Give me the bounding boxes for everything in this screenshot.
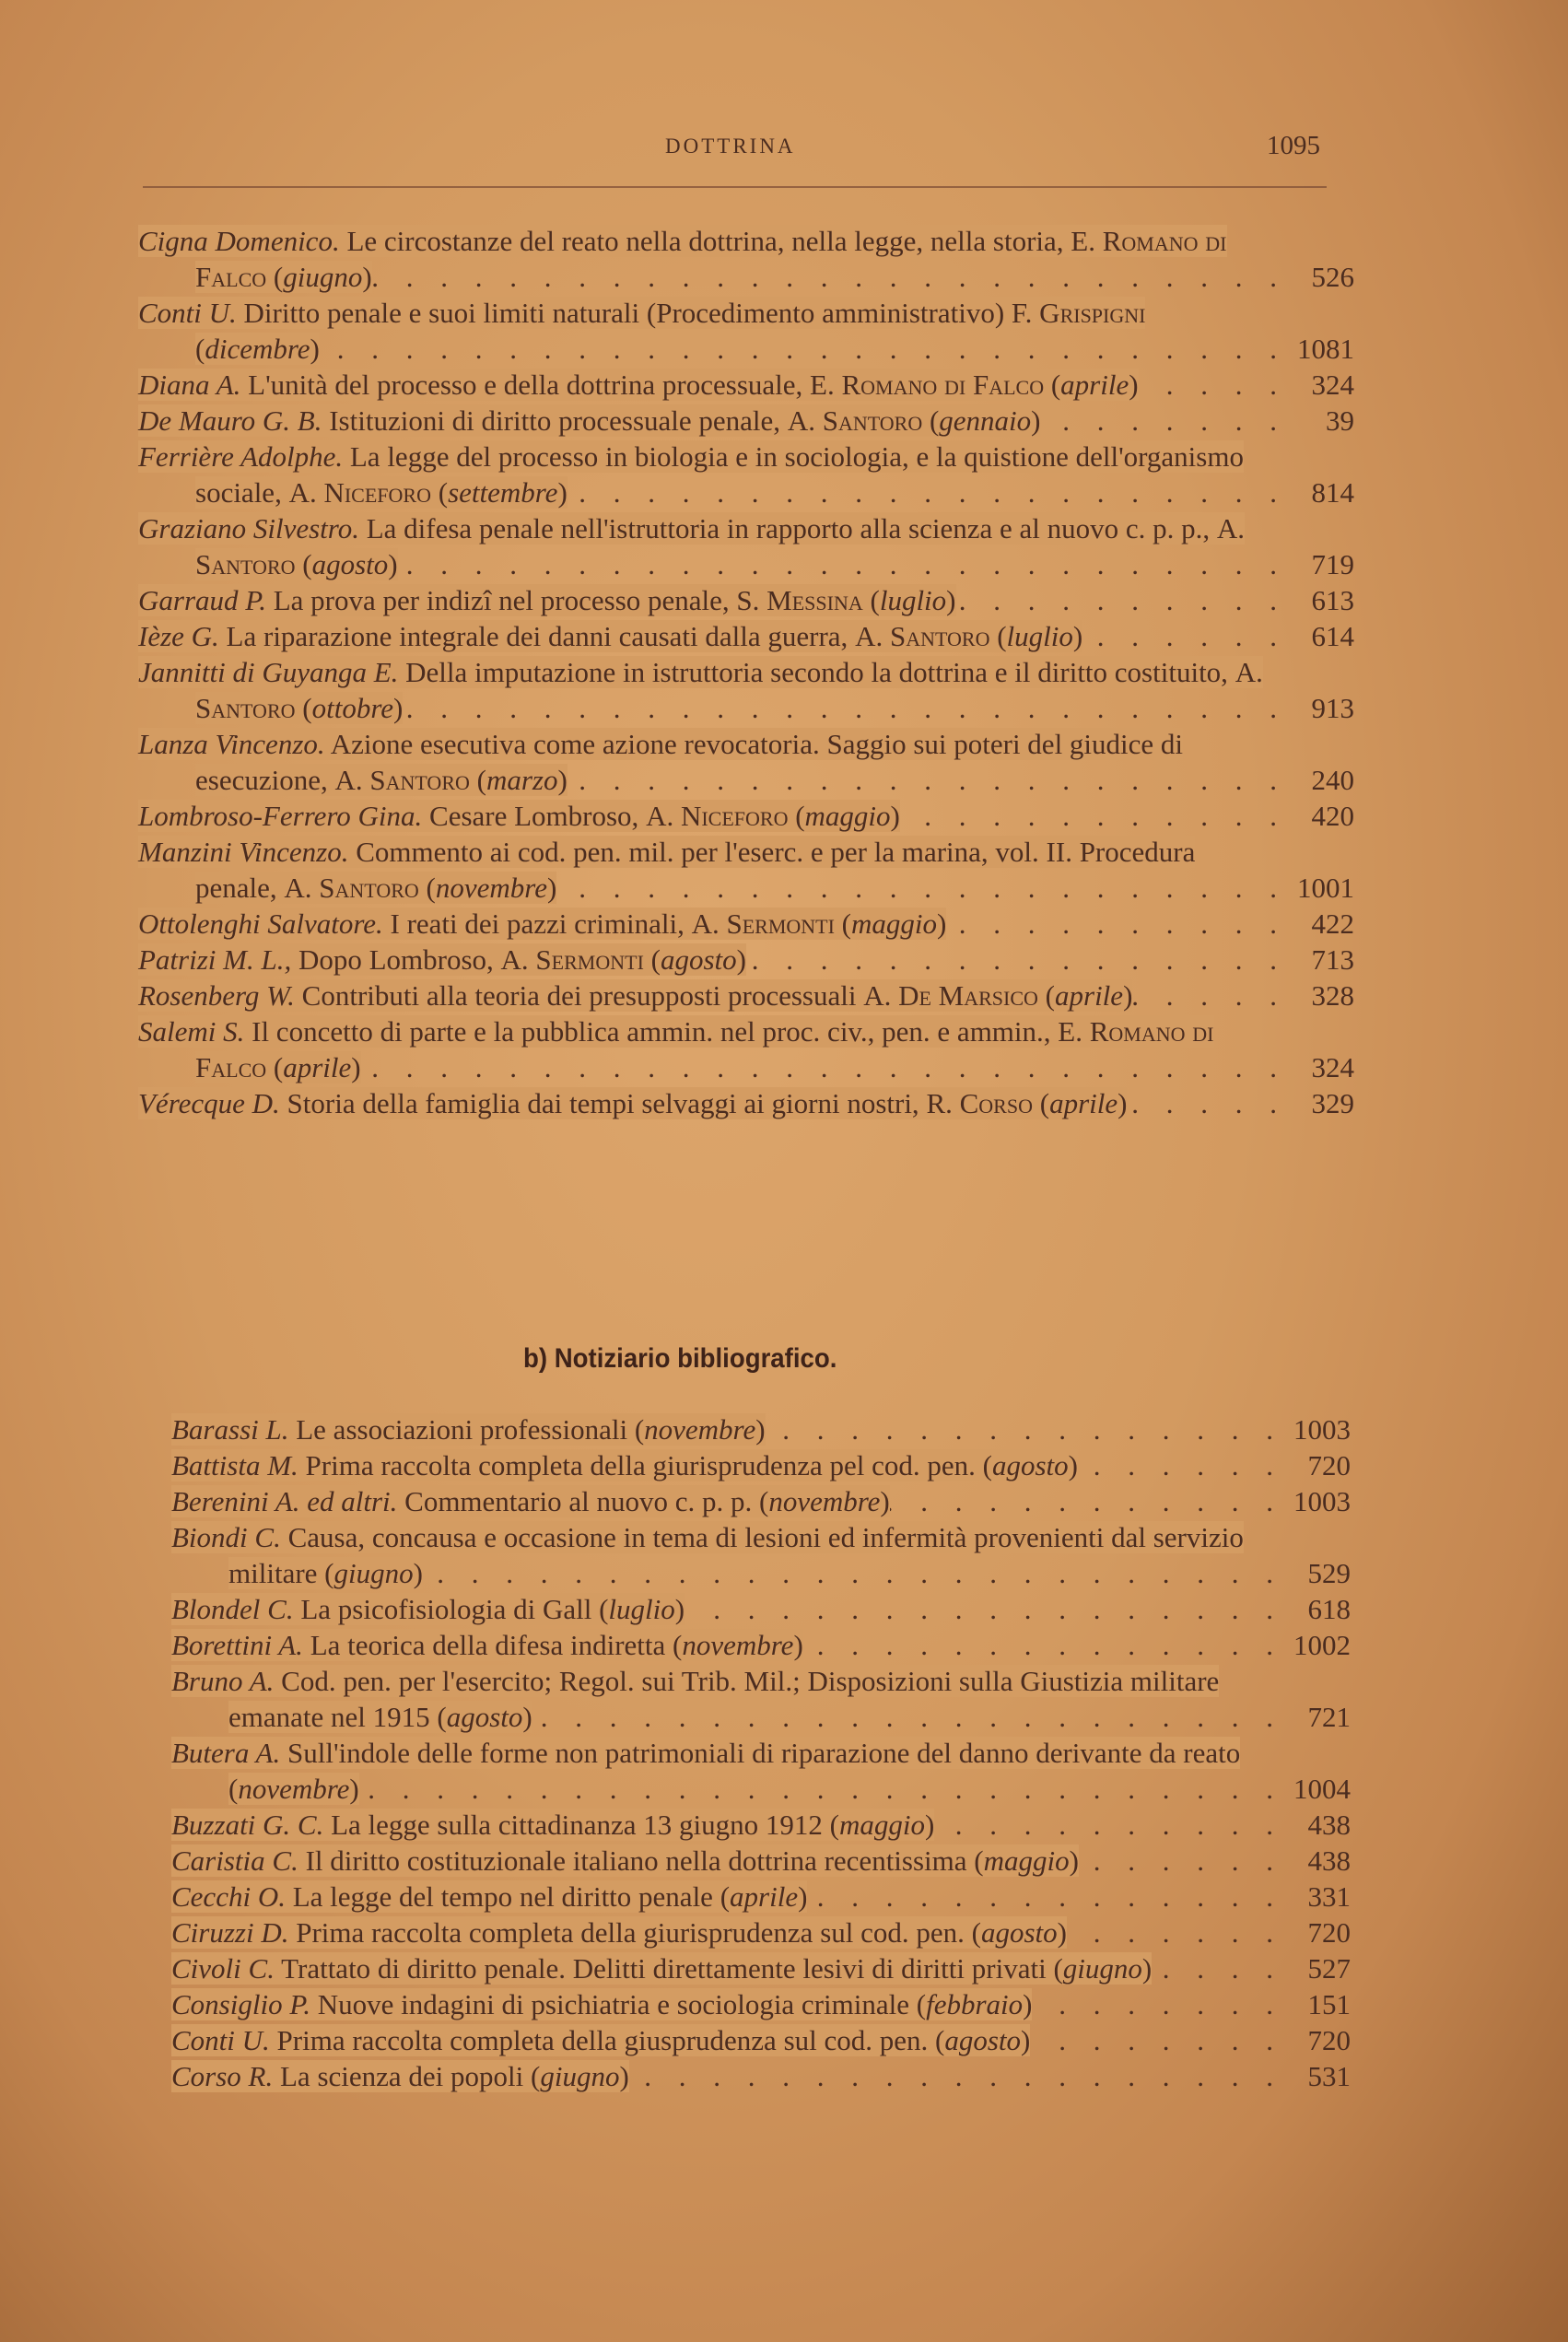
- entry-title: Commentario al nuovo c. p. p.: [404, 1485, 753, 1517]
- entry-month: luglio: [608, 1593, 675, 1625]
- entry-text: Cecchi O. La legge del tempo nel diritto penale (aprile): [171, 1880, 808, 1913]
- entry-month: maggio: [983, 1844, 1070, 1877]
- entry-author: Conti U.: [138, 297, 237, 329]
- index-entry: [171, 2022, 1351, 2058]
- index-entry: [171, 1627, 1351, 1663]
- index-entry: [138, 726, 1354, 798]
- entry-page-number: 613: [1311, 584, 1354, 616]
- entry-author: Civoli C.: [171, 1952, 275, 1985]
- page-number: 1095: [1267, 131, 1320, 160]
- entry-month: aprile: [1055, 979, 1124, 1012]
- entry-text: Ièze G. La riparazione integrale dei danni causati dalla guerra, A. Santoro (luglio): [138, 620, 1083, 652]
- entry-title: Della imputazione in istruttoria secondo la dottrina e il diritto costituito,: [405, 656, 1228, 688]
- entry-author: Lanza Vincenzo.: [138, 728, 325, 760]
- entry-month: ottobre: [311, 692, 393, 724]
- entry-author: Ferrière Adolphe.: [138, 440, 344, 473]
- entry-author: Manzini Vincenzo.: [138, 836, 349, 868]
- entry-month: luglio: [1006, 620, 1073, 652]
- entry-text: Rosenberg W. Contributi alla teoria dei presupposti processuali A. De Marsico (aprile): [138, 979, 1133, 1012]
- entry-title: La difesa penale nell'istruttoria in rapporto alla scienza e al nuovo c. p. p.,: [366, 512, 1211, 545]
- entry-author: Buzzati G. C.: [171, 1809, 324, 1841]
- entry-text: Ottolenghi Salvatore. I reati dei pazzi criminali, A. Sermonti (maggio): [138, 908, 947, 940]
- entry-text: Ferrière Adolphe. La legge del processo in biologia e in sociologia, e la quistione dell'organismo sociale, A. Niceforo (settembre): [138, 440, 1244, 509]
- index-entry: [171, 1986, 1351, 2022]
- entry-author: Ièze G.: [138, 620, 219, 652]
- entry-page-number: 814: [1311, 476, 1354, 509]
- entry-title: La prova per indizî nel processo penale,: [273, 584, 730, 616]
- entry-page-number: 526: [1311, 261, 1354, 293]
- entry-author: Cecchi O.: [171, 1880, 286, 1913]
- entry-month: luglio: [879, 584, 947, 616]
- entry-text: Borettini A. La teorica della difesa indiretta (novembre): [171, 1629, 803, 1661]
- entry-month: aprile: [1049, 1087, 1118, 1119]
- entry-title: Sull'indole delle forme non patrimoniali di riparazione del danno derivante da reato: [287, 1737, 1241, 1769]
- entry-text: Battista M. Prima raccolta completa della giurisprudenza pel cod. pen. (agosto): [171, 1449, 1078, 1481]
- index-entry: [171, 1950, 1351, 1986]
- entry-title: Istituzioni di diritto processuale penale,: [329, 404, 781, 437]
- entry-title: Azione esecutiva come azione revocatoria. Saggio sui poteri del giudice di esecuzione,: [195, 728, 1184, 796]
- section-reviews: [138, 223, 1354, 1121]
- entry-page-number: 618: [1307, 1593, 1351, 1625]
- index-entry: [171, 1447, 1351, 1483]
- entry-page-number: 151: [1307, 1988, 1351, 2020]
- entry-month: aprile: [1060, 369, 1129, 401]
- entry-reviewer: F. Grispigni: [1011, 297, 1146, 329]
- entry-author: Borettini A.: [171, 1629, 303, 1661]
- entry-author: Graziano Silvestro.: [138, 512, 359, 545]
- entry-month: febbraio: [926, 1988, 1024, 2020]
- entry-author: Butera A.: [171, 1737, 281, 1769]
- index-entry: [171, 1879, 1351, 1915]
- entry-text: Consiglio P. Nuove indagini di psichiatria e sociologia criminale (febbraio): [171, 1988, 1033, 2020]
- entry-month: maggio: [804, 800, 891, 832]
- index-entry: [138, 439, 1354, 510]
- entry-text: Lombroso-Ferrero Gina. Cesare Lombroso, A. Niceforo (maggio): [138, 800, 900, 832]
- entry-title: La scienza dei popoli: [280, 2060, 524, 2092]
- entry-page-number: 1003: [1293, 1413, 1351, 1446]
- index-entry: [171, 1663, 1351, 1735]
- entry-author: Bruno A.: [171, 1665, 275, 1697]
- entry-month: marzo: [486, 764, 558, 796]
- entry-page-number: 324: [1311, 1051, 1354, 1083]
- entry-author: Patrizi M. L.,: [138, 943, 292, 976]
- index-entry: [138, 367, 1354, 403]
- entry-text: Lanza Vincenzo. Azione esecutiva come azione revocatoria. Saggio sui poteri del giudice di esecuzione, A. Santoro (marzo): [138, 728, 1184, 796]
- entry-month: agosto: [980, 1916, 1058, 1949]
- running-head-title: DOTTRINA: [665, 135, 796, 158]
- entry-page-number: 720: [1307, 1916, 1351, 1949]
- entry-month: agosto: [991, 1449, 1069, 1481]
- entry-title: I reati dei pazzi criminali,: [390, 908, 685, 940]
- entry-month: novembre: [238, 1773, 350, 1805]
- entry-title: Le circostanze del reato nella dottrina, nella legge, nella storia,: [346, 225, 1064, 257]
- entry-author: De Mauro G. B.: [138, 404, 322, 437]
- section-notiziario-bibliografico: [171, 1411, 1351, 2094]
- entry-text: Graziano Silvestro. La difesa penale nell'istruttoria in rapporto alla scienza e al nuovo c. p. p., A. Santoro (agosto): [138, 512, 1246, 580]
- entry-page-number: 1002: [1293, 1629, 1351, 1661]
- entry-author: Cigna Domenico.: [138, 225, 340, 257]
- running-head: [0, 131, 1568, 171]
- entry-reviewer: A. Santoro: [855, 620, 990, 652]
- entry-title: La legge sulla cittadinanza 13 giugno 1912: [331, 1809, 823, 1841]
- entry-text: Conti U. Prima raccolta completa della giusprudenza sul cod. pen. (agosto): [171, 2024, 1031, 2056]
- entry-reviewer: R. Corso: [926, 1087, 1033, 1119]
- entry-author: Corso R.: [171, 2060, 274, 2092]
- entry-page-number: 324: [1311, 369, 1354, 401]
- entry-text: Caristia C. Il diritto costituzionale italiano nella dottrina recentissima (maggio): [171, 1844, 1079, 1877]
- index-entry: [138, 223, 1354, 295]
- dot-leader: [195, 331, 1277, 367]
- entry-month: giugno: [540, 2060, 620, 2092]
- entry-text: Corso R. La scienza dei popoli (giugno): [171, 2060, 629, 2092]
- entry-title: La riparazione integrale dei danni causati dalla guerra,: [226, 620, 848, 652]
- index-entry: [171, 1735, 1351, 1807]
- entry-reviewer: A. Santoro: [195, 656, 1263, 724]
- entry-month: agosto: [311, 548, 389, 580]
- index-entry: [138, 295, 1354, 367]
- entry-month: maggio: [851, 908, 937, 940]
- entry-reviewer: E. Romano di Falco: [810, 369, 1045, 401]
- entry-text: Conti U. Diritto penale e suoi limiti naturali (Procedimento amministrativo) F. Grispigni (dicembre): [138, 297, 1146, 365]
- entry-title: Trattato di diritto penale. Delitti direttamente lesivi di diritti privati: [281, 1952, 1047, 1985]
- entry-page-number: 531: [1307, 2060, 1351, 2092]
- entry-author: Consiglio P.: [171, 1988, 311, 2020]
- entry-month: giugno: [283, 261, 363, 293]
- index-entry: [171, 2058, 1351, 2094]
- entry-author: Diana A.: [138, 369, 241, 401]
- entry-text: Salemi S. Il concetto di parte e la pubblica ammin. nel proc. civ., pen. e ammin., E. Romano di Falco (aprile): [138, 1015, 1214, 1083]
- entry-page-number: 39: [1326, 404, 1354, 437]
- entry-reviewer: E. Romano di Falco: [195, 225, 1227, 293]
- entry-title: Storia della famiglia dai tempi selvaggi ai giorni nostri,: [287, 1087, 919, 1119]
- index-entry: [138, 510, 1354, 582]
- entry-month: agosto: [446, 1701, 523, 1733]
- entry-author: Salemi S.: [138, 1015, 245, 1048]
- entry-text: Civoli C. Trattato di diritto penale. Delitti direttamente lesivi di diritti privati (giugno): [171, 1952, 1153, 1985]
- entry-author: Conti U.: [171, 2024, 270, 2056]
- index-entry: [138, 403, 1354, 439]
- entry-author: Jannitti di Guyanga E.: [138, 656, 399, 688]
- entry-reviewer: A. Santoro: [334, 764, 470, 796]
- index-entry: [138, 834, 1354, 906]
- entry-reviewer: A. Santoro: [195, 512, 1246, 580]
- entry-text: Bruno A. Cod. pen. per l'esercito; Regol. sui Trib. Mil.; Disposizioni sulla Giustizia militare emanate nel 1915 (agosto): [171, 1665, 1220, 1733]
- entry-title: Diritto penale e suoi limiti naturali (Procedimento amministrativo): [243, 297, 1005, 329]
- entry-title: Causa, concausa e occasione in tema di lesioni ed infermità provenienti dal servizio militare: [228, 1521, 1244, 1589]
- entry-author: Biondi C.: [171, 1521, 281, 1553]
- entry-text: Manzini Vincenzo. Commento ai cod. pen. mil. per l'eserc. e per la marina, vol. II. Procedura penale, A. Santoro (novembre): [138, 836, 1196, 904]
- index-entry: [171, 1519, 1351, 1591]
- entry-page-number: 422: [1311, 908, 1354, 940]
- entry-title: L'unità del processo e della dottrina processuale,: [248, 369, 803, 401]
- entry-page-number: 713: [1311, 943, 1354, 976]
- entry-page-number: 721: [1307, 1701, 1351, 1733]
- entry-reviewer: A. Niceforo: [288, 476, 431, 509]
- entry-text: Buzzati G. C. La legge sulla cittadinanza 13 giugno 1912 (maggio): [171, 1809, 935, 1841]
- entry-author: Vérecque D.: [138, 1087, 280, 1119]
- entry-title: Prima raccolta completa della giurisprudenza pel cod. pen.: [305, 1449, 976, 1481]
- entry-title: Prima raccolta completa della giusprudenza sul cod. pen.: [276, 2024, 929, 2056]
- entry-reviewer: A. Santoro: [284, 872, 419, 904]
- entry-author: Battista M.: [171, 1449, 298, 1481]
- entry-month: agosto: [944, 2024, 1022, 2056]
- dot-leader: [228, 1771, 1273, 1807]
- entry-page-number: 331: [1307, 1880, 1351, 1913]
- index-entry: [138, 798, 1354, 834]
- entry-month: novembre: [682, 1629, 794, 1661]
- entry-month: aprile: [730, 1880, 799, 1913]
- index-entry: [171, 1915, 1351, 1950]
- entry-title: La psicofisiologia di Gall: [300, 1593, 592, 1625]
- entry-title: La legge del tempo nel diritto penale: [292, 1880, 713, 1913]
- entry-page-number: 1003: [1293, 1485, 1351, 1517]
- entry-reviewer: A. Sermonti: [500, 943, 644, 976]
- entry-month: novembre: [768, 1485, 881, 1517]
- entry-reviewer: S. Messina: [736, 584, 863, 616]
- entry-month: giugno: [1062, 1952, 1142, 1985]
- entry-page-number: 913: [1311, 692, 1354, 724]
- entry-month: dicembre: [205, 333, 310, 365]
- entry-title: Le associazioni professionali: [296, 1413, 628, 1446]
- entry-title: Contributi alla teoria dei presupposti processuali: [301, 979, 857, 1012]
- entry-title: Il diritto costituzionale italiano nella dottrina recentissima: [305, 1844, 967, 1877]
- entry-text: Barassi L. Le associazioni professionali (novembre): [171, 1413, 766, 1446]
- entry-author: Caristia C.: [171, 1844, 298, 1877]
- entry-text: Butera A. Sull'indole delle forme non patrimoniali di riparazione del danno derivante da reato (novembre): [171, 1737, 1241, 1805]
- entry-title: Cod. pen. per l'esercito; Regol. sui Trib. Mil.; Disposizioni sulla Giustizia militare emanate nel 1915: [228, 1665, 1220, 1733]
- entry-title: Prima raccolta completa della giurisprudenza sul cod. pen.: [296, 1916, 965, 1949]
- entry-page-number: 1004: [1293, 1773, 1351, 1805]
- index-entry: [138, 942, 1354, 978]
- index-entry: [138, 618, 1354, 654]
- entry-author: Berenini A. ed altri.: [171, 1485, 398, 1517]
- entry-page-number: 438: [1307, 1809, 1351, 1841]
- entry-page-number: 1001: [1297, 872, 1354, 904]
- index-entry: [138, 1013, 1354, 1085]
- section-heading-notiziario: b) Notiziario bibliografico.: [523, 1343, 837, 1374]
- entry-title: La teorica della difesa indiretta: [310, 1629, 666, 1661]
- entry-title: La legge del processo in biologia e in sociologia, e la quistione dell'organismo sociale,: [195, 440, 1244, 509]
- entry-author: Ottolenghi Salvatore.: [138, 908, 383, 940]
- entry-author: Garraud P.: [138, 584, 266, 616]
- entry-text: Berenini A. ed altri. Commentario al nuovo c. p. p. (novembre): [171, 1485, 890, 1517]
- entry-reviewer: A. Santoro: [787, 404, 923, 437]
- entry-month: giugno: [333, 1557, 414, 1589]
- entry-month: agosto: [660, 943, 737, 976]
- index-entry: [138, 654, 1354, 726]
- entry-month: novembre: [435, 872, 547, 904]
- entry-reviewer: A. De Marsico: [863, 979, 1038, 1012]
- entry-author: Lombroso-Ferrero Gina.: [138, 800, 423, 832]
- index-entry: [138, 582, 1354, 618]
- entry-text: Jannitti di Guyanga E. Della imputazione in istruttoria secondo la dottrina e il diritto costituito, A. Santoro (ottobre): [138, 656, 1263, 724]
- index-entry: [171, 1843, 1351, 1879]
- entry-page-number: 529: [1307, 1557, 1351, 1589]
- entry-text: Blondel C. La psicofisiologia di Gall (luglio): [171, 1593, 685, 1625]
- entry-author: Ciruzzi D.: [171, 1916, 289, 1949]
- entry-author: Blondel C.: [171, 1593, 294, 1625]
- entry-title: Nuove indagini di psichiatria e sociologia criminale: [317, 1988, 909, 2020]
- entry-text: Vérecque D. Storia della famiglia dai tempi selvaggi ai giorni nostri, R. Corso (aprile): [138, 1087, 1128, 1119]
- entry-reviewer: E. Romano di Falco: [195, 1015, 1214, 1083]
- entry-page-number: 240: [1311, 764, 1354, 796]
- index-entry: [171, 1591, 1351, 1627]
- entry-title: Commento ai cod. pen. mil. per l'eserc. e per la marina, vol. II. Procedura penale,: [195, 836, 1196, 904]
- index-entry: [138, 1085, 1354, 1121]
- index-entry: [138, 978, 1354, 1013]
- entry-month: maggio: [838, 1809, 925, 1841]
- entry-text: Garraud P. La prova per indizî nel processo penale, S. Messina (luglio): [138, 584, 956, 616]
- entry-page-number: 329: [1311, 1087, 1354, 1119]
- entry-page-number: 420: [1311, 800, 1354, 832]
- entry-month: novembre: [644, 1413, 756, 1446]
- entry-text: De Mauro G. B. Istituzioni di diritto processuale penale, A. Santoro (gennaio): [138, 404, 1041, 437]
- index-entry: [171, 1411, 1351, 1447]
- entry-page-number: 720: [1307, 2024, 1351, 2056]
- entry-title: Il concetto di parte e la pubblica ammin. nel proc. civ., pen. e ammin.,: [252, 1015, 1051, 1048]
- index-entry: [171, 1807, 1351, 1843]
- entry-text: Patrizi M. L., Dopo Lombroso, A. Sermonti (agosto): [138, 943, 746, 976]
- entry-reviewer: A. Niceforo: [646, 800, 789, 832]
- entry-month: aprile: [283, 1051, 352, 1083]
- entry-page-number: 719: [1311, 548, 1354, 580]
- entry-author: Barassi L.: [171, 1413, 289, 1446]
- entry-page-number: 1081: [1297, 333, 1354, 365]
- entry-page-number: 438: [1307, 1844, 1351, 1877]
- entry-title: Dopo Lombroso,: [298, 943, 494, 976]
- entry-page-number: 527: [1307, 1952, 1351, 1985]
- entry-month: gennaio: [939, 404, 1032, 437]
- entry-page-number: 720: [1307, 1449, 1351, 1481]
- entry-text: Diana A. L'unità del processo e della dottrina processuale, E. Romano di Falco (aprile): [138, 369, 1139, 401]
- entry-title: Cesare Lombroso,: [429, 800, 639, 832]
- entry-text: Ciruzzi D. Prima raccolta completa della giurisprudenza sul cod. pen. (agosto): [171, 1916, 1067, 1949]
- entry-text: Biondi C. Causa, concausa e occasione in tema di lesioni ed infermità provenienti dal servizio militare (giugno): [171, 1521, 1244, 1589]
- entry-reviewer: A. Sermonti: [691, 908, 835, 940]
- entry-month: settembre: [448, 476, 558, 509]
- entry-page-number: 328: [1311, 979, 1354, 1012]
- entry-author: Rosenberg W.: [138, 979, 295, 1012]
- index-entry: [138, 906, 1354, 942]
- index-entry: [171, 1483, 1351, 1519]
- entry-text: Cigna Domenico. Le circostanze del reato nella dottrina, nella legge, nella storia, E. Romano di Falco (giugno): [138, 225, 1227, 293]
- entry-page-number: 614: [1311, 620, 1354, 652]
- header-rule: [143, 186, 1327, 188]
